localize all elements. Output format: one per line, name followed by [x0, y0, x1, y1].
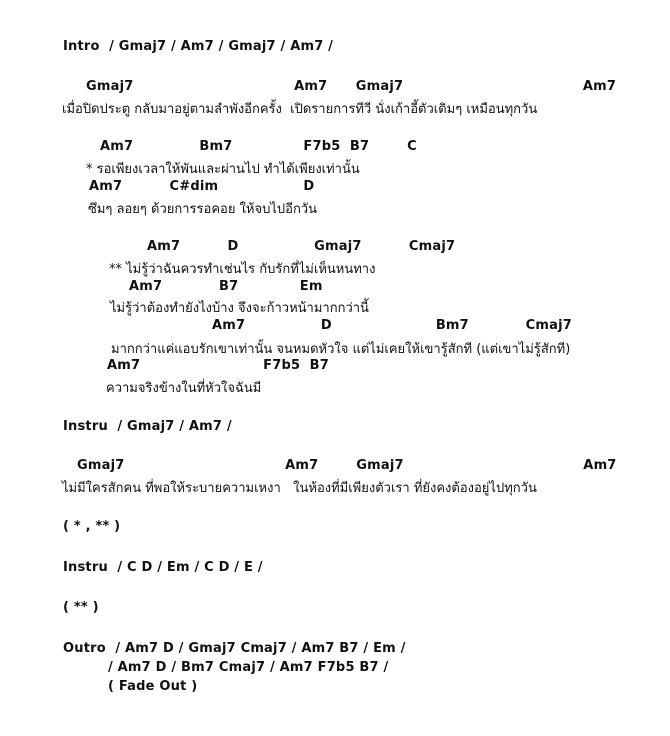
chord-line: Gmaj7 Am7 Gmaj7 Am7 — [77, 458, 617, 473]
lyric-line: ความจริงข้างในที่หัวใจฉันมี — [106, 381, 262, 396]
chord-line: Gmaj7 Am7 Gmaj7 Am7 — [86, 79, 617, 94]
chord-line: Am7 C#dim D — [89, 179, 315, 194]
chord-line: Am7 D Gmaj7 Cmaj7 — [147, 239, 456, 254]
chord-line: Am7 F7b5 B7 — [107, 358, 330, 373]
lyric-line: ** ไม่รู้ว่าฉันควรทำเช่นไร กับรักที่ไม่เห็นหนทาง — [109, 262, 376, 277]
instru-line: Instru / C D / Em / C D / E / — [63, 560, 263, 575]
lyric-line: ไม่มีใครสักคน ที่พอให้ระบายความเหงา ในห้องที่มีเพียงตัวเรา ที่ยังคงต้องอยู่ไปทุกวัน — [62, 481, 537, 496]
outro-line: Outro / Am7 D / Gmaj7 Cmaj7 / Am7 B7 / Em / — [63, 641, 406, 656]
fade-out-note: ( Fade Out ) — [108, 679, 198, 694]
instru-line: Instru / Gmaj7 / Am7 / — [63, 419, 232, 434]
chord-line: Am7 D Bm7 Cmaj7 — [212, 318, 572, 333]
lyric-line: ซึมๆ ลอยๆ ด้วยการรอคอย ให้จบไปอีกวัน — [88, 202, 318, 217]
chord-line: Am7 Bm7 F7b5 B7 C — [100, 139, 417, 154]
lyric-line: ไม่รู้ว่าต้องทำยังไงบ้าง จึงจะก้าวหน้ามากกว่านี้ — [110, 301, 369, 316]
intro-line: Intro / Gmaj7 / Am7 / Gmaj7 / Am7 / — [63, 39, 334, 54]
repeat-marker: ( * , ** ) — [63, 519, 121, 534]
lyric-line: * รอเพียงเวลาให้พันและผ่านไป ทำได้เพียงเท่านั้น — [86, 162, 360, 177]
lyric-line: เมื่อปิดประตู กลับมาอยู่ตามลำพังอีกครั้ง เปิดรายการทีวี นั่งเก้าอี้ตัวเดิมๆ เหมือนทุกวัน — [62, 102, 538, 117]
chord-line: Am7 B7 Em — [129, 279, 323, 294]
outro-line: / Am7 D / Bm7 Cmaj7 / Am7 F7b5 B7 / — [108, 660, 389, 675]
repeat-marker: ( ** ) — [63, 600, 99, 615]
lyric-line: มากกว่าแค่แอบรักเขาเท่านั้น จนหมดหัวใจ แต่ไม่เคยให้เขารู้สักที (แต่เขาไม่รู้สักที) — [111, 342, 571, 357]
